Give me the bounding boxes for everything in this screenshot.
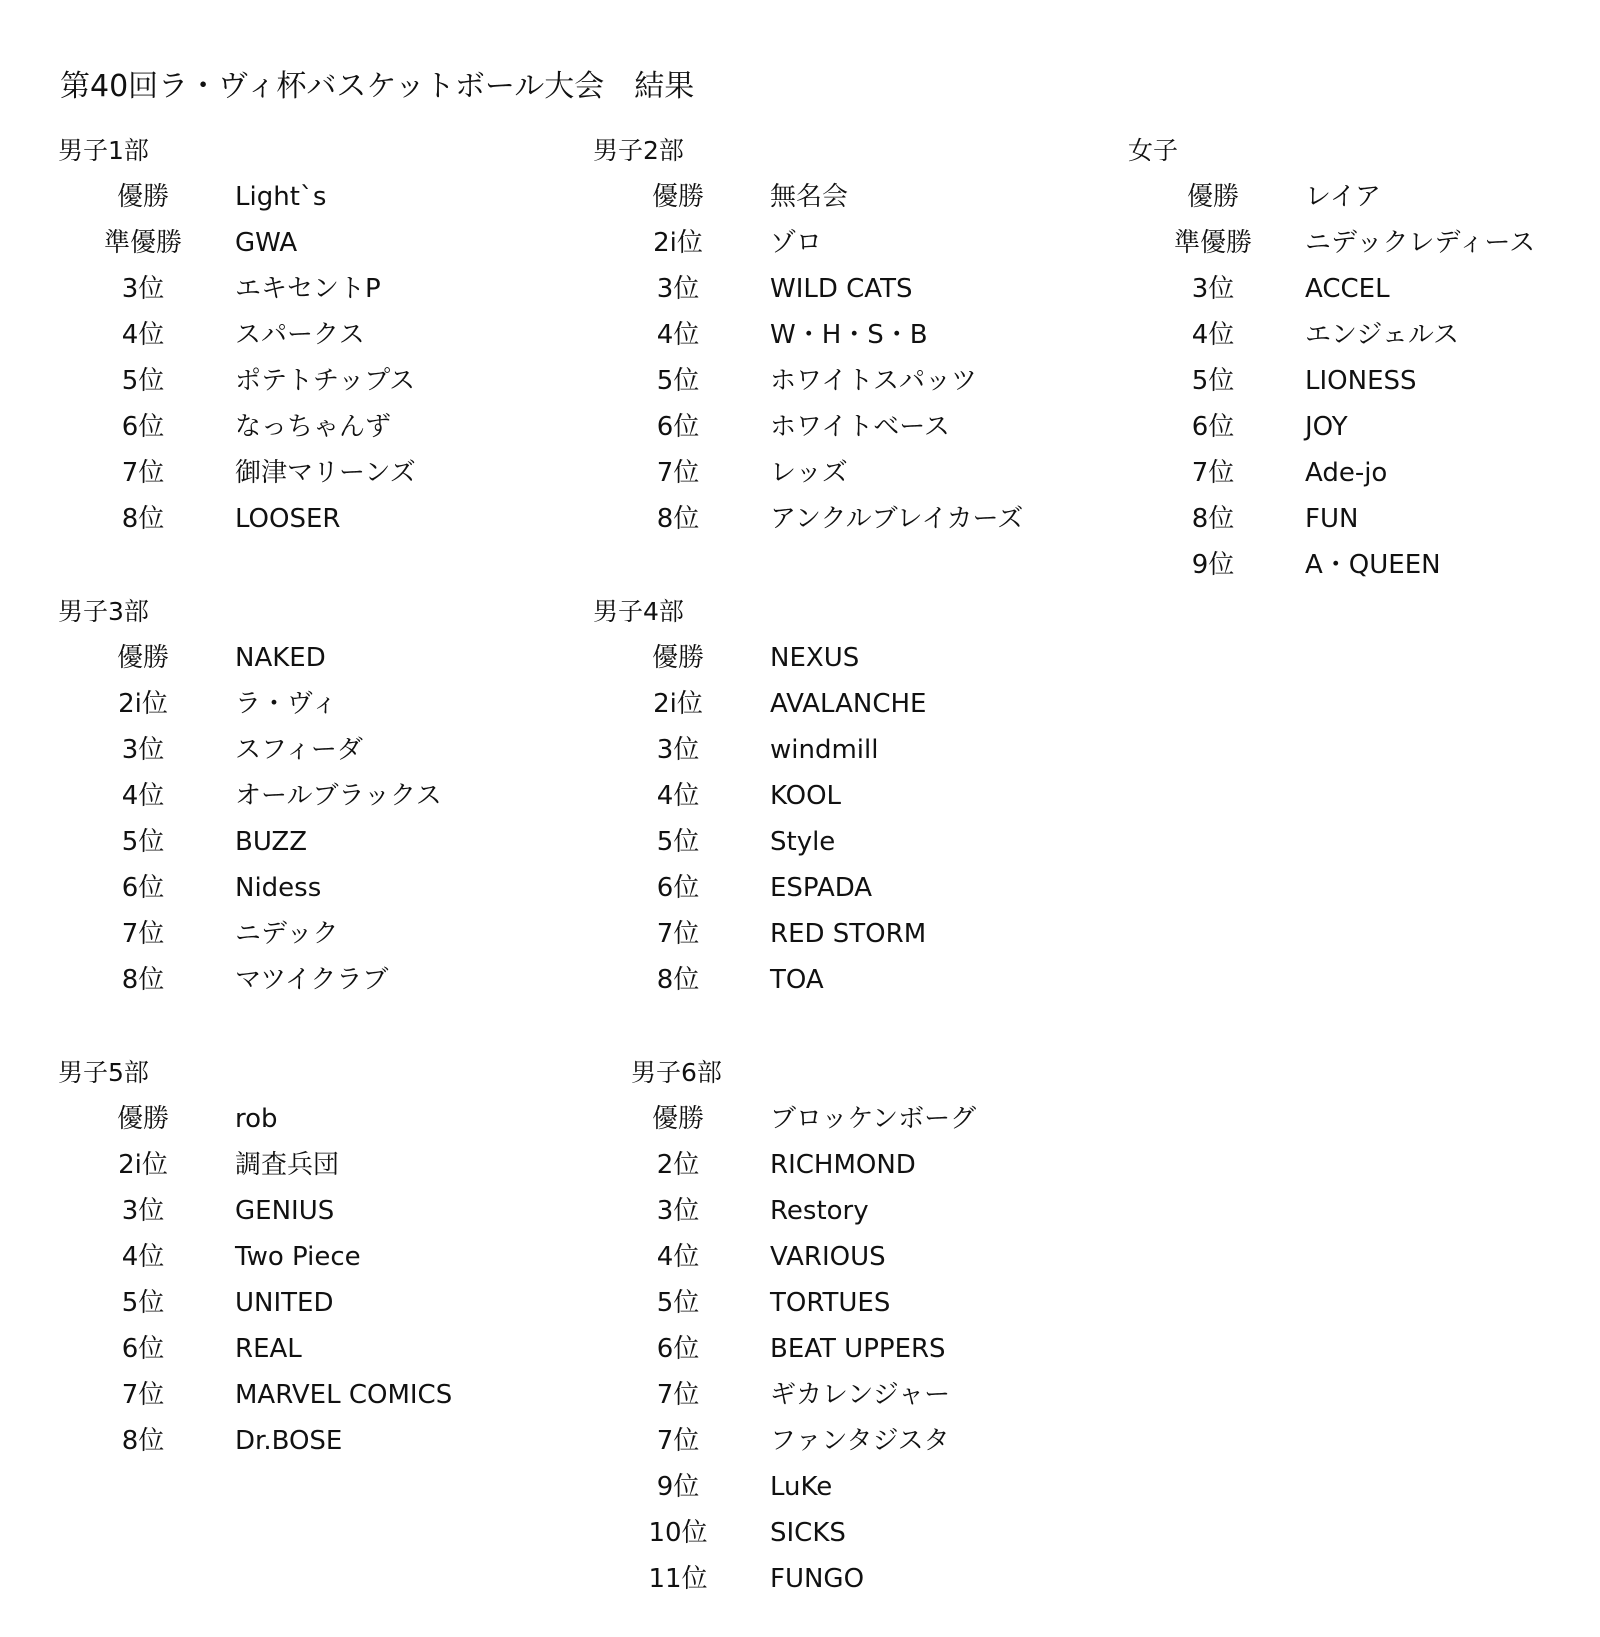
- rank-label: 4位: [121, 320, 165, 350]
- team-name: ニデックレディース: [1305, 228, 1536, 258]
- team-name: A・QUEEN: [1305, 550, 1441, 580]
- team-name: BEAT UPPERS: [770, 1334, 946, 1364]
- rank-label: 7位: [656, 458, 700, 488]
- team-name: BUZZ: [235, 827, 308, 857]
- team-name: Restory: [770, 1196, 869, 1226]
- rank-row: [58, 957, 558, 1003]
- rank-row: [58, 911, 558, 957]
- rank-label: 2i位: [118, 1150, 168, 1180]
- team-name: TORTUES: [770, 1288, 891, 1318]
- rank-label: 7位: [121, 1380, 165, 1410]
- rank-row: [58, 220, 558, 266]
- rank-label: 5位: [656, 366, 700, 396]
- rank-label: 10位: [648, 1518, 708, 1548]
- page-title: 第40回ラ・ヴィ杯バスケットボール大会 結果: [60, 69, 695, 104]
- rank-list: [593, 174, 1093, 542]
- rank-label: 優勝: [116, 643, 169, 673]
- team-name: UNITED: [235, 1288, 334, 1318]
- team-name: ギカレンジャー: [770, 1380, 951, 1410]
- team-name: レイア: [1305, 182, 1381, 212]
- team-name: RED STORM: [770, 919, 927, 949]
- team-name: NEXUS: [770, 643, 860, 673]
- rank-row: [593, 911, 1093, 957]
- team-name: ホワイトベース: [770, 412, 950, 442]
- rank-label: 8位: [121, 1426, 165, 1456]
- rank-label: 8位: [121, 965, 165, 995]
- team-name: Style: [770, 827, 836, 857]
- rank-row: [593, 819, 1093, 865]
- rank-label: 8位: [656, 965, 700, 995]
- rank-row: [58, 1280, 558, 1326]
- rank-row: [593, 1280, 1093, 1326]
- rank-row: [58, 266, 558, 312]
- rank-row: [593, 1234, 1093, 1280]
- rank-label: 4位: [656, 1242, 700, 1272]
- rank-row: [593, 496, 1093, 542]
- rank-label: 6位: [656, 412, 700, 442]
- rank-list: [1128, 174, 1600, 588]
- rank-row: [593, 1556, 1093, 1602]
- team-name: Nidess: [235, 873, 322, 903]
- rank-label: 優勝: [116, 1104, 169, 1134]
- team-name: レッズ: [770, 458, 848, 488]
- rank-list: [58, 1096, 558, 1464]
- rank-row: [58, 1372, 558, 1418]
- rank-row: [593, 404, 1093, 450]
- rank-row: [58, 635, 558, 681]
- team-name: AVALANCHE: [770, 689, 927, 719]
- rank-label: 4位: [1191, 320, 1235, 350]
- team-name: ACCEL: [1305, 274, 1390, 304]
- rank-label: 3位: [121, 274, 165, 304]
- team-name: MARVEL COMICS: [235, 1380, 453, 1410]
- team-name: エキセントP: [235, 274, 381, 304]
- section-men-div1: [58, 128, 558, 542]
- team-name: Dr.BOSE: [235, 1426, 343, 1456]
- rank-label: 4位: [121, 1242, 165, 1272]
- rank-row: [1128, 174, 1600, 220]
- team-name: 調査兵団: [235, 1150, 340, 1180]
- section-heading: 男子2部: [593, 136, 684, 165]
- rank-row: [58, 450, 558, 496]
- rank-row: [593, 635, 1093, 681]
- rank-row: [1128, 542, 1600, 588]
- rank-label: 7位: [121, 458, 165, 488]
- rank-row: [593, 773, 1093, 819]
- rank-row: [593, 1326, 1093, 1372]
- rank-row: [593, 727, 1093, 773]
- rank-label: 2i位: [118, 689, 168, 719]
- rank-label: 準優勝: [1173, 228, 1252, 258]
- rank-row: [58, 773, 558, 819]
- rank-label: 準優勝: [103, 228, 182, 258]
- team-name: LIONESS: [1305, 366, 1417, 396]
- rank-label: 2位: [656, 1150, 700, 1180]
- rank-row: [1128, 450, 1600, 496]
- team-name: Ade-jo: [1305, 458, 1388, 488]
- rank-label: 7位: [656, 919, 700, 949]
- team-name: 御津マリーンズ: [235, 458, 416, 488]
- team-name: LuKe: [770, 1472, 833, 1502]
- rank-row: [593, 266, 1093, 312]
- rank-label: 4位: [656, 781, 700, 811]
- rank-row: [593, 450, 1093, 496]
- team-name: Two Piece: [235, 1242, 361, 1272]
- rank-row: [1128, 496, 1600, 542]
- section-men-div4: [593, 589, 1093, 1003]
- team-name: NAKED: [235, 643, 326, 673]
- team-name: VARIOUS: [770, 1242, 886, 1272]
- rank-label: 5位: [656, 827, 700, 857]
- section-heading: 男子6部: [631, 1058, 722, 1087]
- rank-label: 6位: [1191, 412, 1235, 442]
- rank-row: [593, 1464, 1093, 1510]
- section-men-div3: [58, 589, 558, 1003]
- rank-row: [58, 174, 558, 220]
- rank-label: 3位: [121, 1196, 165, 1226]
- team-name: windmill: [770, 735, 879, 765]
- rank-row: [593, 957, 1093, 1003]
- rank-row: [593, 1142, 1093, 1188]
- rank-row: [58, 1096, 558, 1142]
- rank-row: [593, 312, 1093, 358]
- rank-list: [58, 174, 558, 542]
- rank-row: [58, 358, 558, 404]
- rank-row: [58, 312, 558, 358]
- rank-label: 8位: [121, 504, 165, 534]
- team-name: ESPADA: [770, 873, 873, 903]
- rank-label: 6位: [121, 1334, 165, 1364]
- team-name: ラ・ヴィ: [235, 689, 338, 719]
- section-heading: 男子4部: [593, 597, 684, 626]
- team-name: 無名会: [770, 182, 849, 212]
- rank-label: 7位: [121, 919, 165, 949]
- rank-label: 6位: [121, 412, 165, 442]
- rank-label: 7位: [1191, 458, 1235, 488]
- team-name: ファンタジスタ: [770, 1426, 950, 1456]
- team-name: LOOSER: [235, 504, 341, 534]
- team-name: ゾロ: [770, 228, 823, 258]
- rank-row: [58, 1234, 558, 1280]
- rank-row: [593, 1418, 1093, 1464]
- section-heading: 男子5部: [58, 1058, 149, 1087]
- team-name: TOA: [770, 965, 824, 995]
- rank-row: [1128, 220, 1600, 266]
- team-name: GWA: [235, 228, 298, 258]
- rank-label: 3位: [1191, 274, 1235, 304]
- team-name: エンジェルス: [1305, 320, 1460, 350]
- rank-list: [593, 1096, 1093, 1602]
- team-name: マツイクラブ: [235, 965, 389, 995]
- rank-row: [1128, 404, 1600, 450]
- team-name: ポテトチップス: [235, 366, 416, 396]
- team-name: SICKS: [770, 1518, 846, 1548]
- rank-label: 8位: [656, 504, 700, 534]
- section-men-div2: [593, 128, 1093, 542]
- rank-label: 5位: [121, 1288, 165, 1318]
- rank-row: [593, 1188, 1093, 1234]
- rank-label: 5位: [121, 366, 165, 396]
- rank-row: [58, 681, 558, 727]
- team-name: WILD CATS: [770, 274, 913, 304]
- section-men-div6: [593, 1050, 1093, 1602]
- team-name: rob: [235, 1104, 278, 1134]
- rank-row: [593, 1372, 1093, 1418]
- rank-row: [58, 727, 558, 773]
- team-name: FUNGO: [770, 1564, 865, 1594]
- rank-row: [1128, 266, 1600, 312]
- rank-label: 優勝: [1186, 182, 1239, 212]
- rank-row: [593, 1510, 1093, 1556]
- rank-label: 2i位: [653, 228, 703, 258]
- rank-row: [58, 865, 558, 911]
- rank-label: 2i位: [653, 689, 703, 719]
- rank-label: 5位: [121, 827, 165, 857]
- team-name: スフィーダ: [235, 735, 363, 765]
- team-name: FUN: [1305, 504, 1359, 534]
- rank-label: 3位: [656, 274, 700, 304]
- rank-label: 6位: [121, 873, 165, 903]
- rank-label: 3位: [656, 735, 700, 765]
- rank-label: 9位: [656, 1472, 700, 1502]
- team-name: ニデック: [235, 919, 339, 949]
- rank-row: [58, 1326, 558, 1372]
- team-name: KOOL: [770, 781, 842, 811]
- rank-label: 4位: [121, 781, 165, 811]
- rank-row: [593, 358, 1093, 404]
- rank-row: [58, 1188, 558, 1234]
- rank-label: 4位: [656, 320, 700, 350]
- rank-label: 6位: [656, 1334, 700, 1364]
- team-name: REAL: [235, 1334, 302, 1364]
- rank-row: [58, 404, 558, 450]
- rank-label: 9位: [1191, 550, 1235, 580]
- rank-row: [593, 220, 1093, 266]
- rank-label: 3位: [121, 735, 165, 765]
- rank-label: 優勝: [651, 1104, 704, 1134]
- team-name: JOY: [1305, 412, 1348, 442]
- rank-row: [593, 1096, 1093, 1142]
- rank-row: [58, 496, 558, 542]
- section-heading: 女子: [1128, 136, 1179, 165]
- rank-label: 7位: [656, 1380, 700, 1410]
- rank-list: [593, 635, 1093, 1003]
- team-name: GENIUS: [235, 1196, 335, 1226]
- rank-label: 7位: [656, 1426, 700, 1456]
- rank-row: [593, 681, 1093, 727]
- rank-list: [58, 635, 558, 1003]
- rank-label: 5位: [1191, 366, 1235, 396]
- rank-row: [593, 174, 1093, 220]
- section-women: [1128, 128, 1600, 588]
- team-name: ブロッケンボーグ: [770, 1104, 977, 1134]
- section-heading: 男子1部: [58, 136, 149, 165]
- team-name: スパークス: [235, 320, 365, 350]
- rank-label: 優勝: [116, 182, 169, 212]
- team-name: W・H・S・B: [770, 320, 928, 350]
- rank-row: [58, 819, 558, 865]
- rank-row: [1128, 358, 1600, 404]
- team-name: Light`s: [235, 182, 327, 212]
- team-name: ホワイトスパッツ: [770, 366, 977, 396]
- rank-row: [1128, 312, 1600, 358]
- rank-label: 8位: [1191, 504, 1235, 534]
- section-heading: 男子3部: [58, 597, 149, 626]
- section-men-div5: [58, 1050, 558, 1464]
- rank-row: [58, 1418, 558, 1464]
- rank-row: [593, 865, 1093, 911]
- team-name: オールブラックス: [235, 781, 442, 811]
- rank-label: 11位: [648, 1564, 708, 1594]
- rank-label: 3位: [656, 1196, 700, 1226]
- rank-label: 6位: [656, 873, 700, 903]
- rank-row: [58, 1142, 558, 1188]
- team-name: アンクルブレイカーズ: [770, 504, 1024, 534]
- rank-label: 優勝: [651, 182, 704, 212]
- team-name: なっちゃんず: [235, 412, 392, 442]
- rank-label: 優勝: [651, 643, 704, 673]
- rank-label: 5位: [656, 1288, 700, 1318]
- team-name: RICHMOND: [770, 1150, 916, 1180]
